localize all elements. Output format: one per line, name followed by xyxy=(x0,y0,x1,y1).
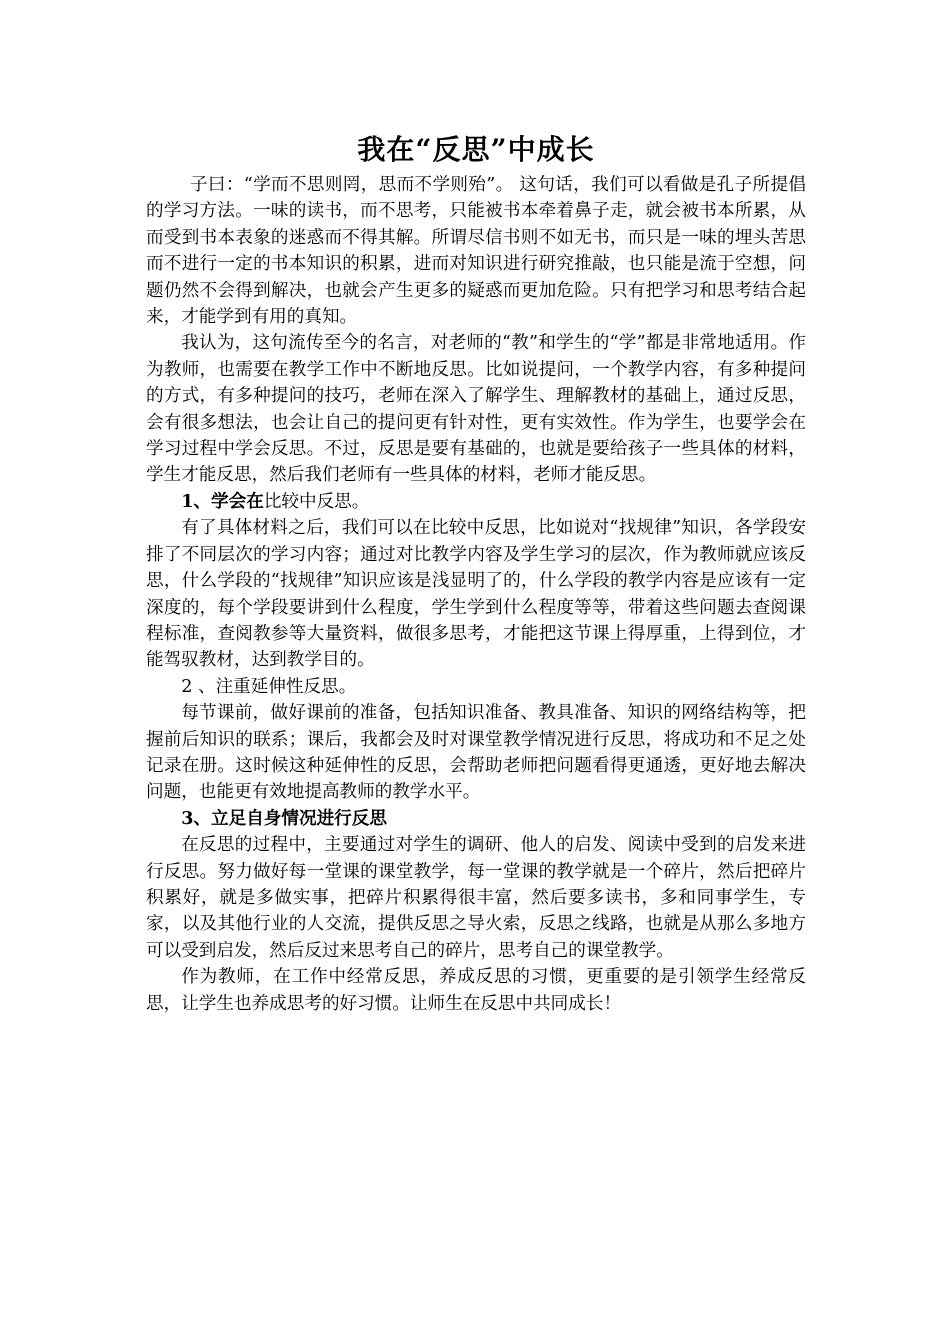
section-2-body: 每节课前，做好课前的准备，包括知识准备、教具准备、知识的网络结构等，把握前后知识的联系；课后，我都会及时对课堂教学情况进行反思，将成功和不足之处记录在册。这时候这种延伸性的反思，会帮助老师把问题看得更通透，更好地去解决问题，也能更有效地提高教师的教学水平。 xyxy=(146,703,806,803)
section-3-body: 在反思的过程中，主要通过对学生的调研、他人的启发、阅读中受到的启发来进行反思。努力做好每一堂课的课堂教学，每一堂课的教学就是一个碎片，然后把碎片积累好，就是多做实事，把碎片积累得很丰富，然后要多读书，多和同事学生，专家，以及其他行业的人交流，提供反思之导火索，反思之线路，也就是从那么多地方可以受到启发，然后反过来思考自己的碎片，思考自己的课堂教学。 xyxy=(146,835,806,961)
intro-paragraph-1: 子曰：“学而不思则罔，思而不学则殆”。 这句话，我们可以看做是孔子所提倡的学习方法。一味的读书，而不思考，只能被书本牵着鼻子走，就会被书本所累，从而受到书本表象的迷惑而不得其解。所谓尽信书则不如无书，而只是一味的埋头苦思而不进行一定的书本知识的积累，进而对知识进行研究推敲，也只能是流于空想，问题仍然不会得到解决，也就会产生更多的疑惑而更加危险。只有把学习和思考结合起来，才能学到有用的真知。 xyxy=(146,175,806,328)
section-1-heading-rest: 比较中反思。 xyxy=(263,491,370,512)
section-3-heading: 3、立足自身情况进行反思 xyxy=(181,807,387,829)
section-1-body: 有了具体材料之后，我们可以在比较中反思，比如说对“找规律”知识，各学段安排了不同层次的学习内容；通过对比教学内容及学生学习的层次，作为教师就应该反思，什么学段的“找规律”知识应该是浅显明了的，什么学段的教学内容是应该有一定深度的，每个学段要讲到什么程度，学生学到什么程度等等，带着这些问题去查阅课程标准，查阅教参等大量资料，做很多思考，才能把这节课上得厚重，上得到位，才能驾驭教材，达到教学目的。 xyxy=(146,518,806,671)
conclusion-paragraph: 作为教师，在工作中经常反思，养成反思的习惯，更重要的是引领学生经常反思，让学生也养成思考的好习惯。让师生在反思中共同成长！ xyxy=(146,967,806,1014)
section-1-heading-bold: 1、学会在 xyxy=(181,490,264,512)
section-2-heading: 2 、注重延伸性反思。 xyxy=(181,676,357,697)
document-title: 我在“反思”中成长 xyxy=(357,133,595,166)
intro-paragraph-2: 我认为，这句流传至今的名言，对老师的“教”和学生的“学”都是非常地适用。作为教师，也需要在教学工作中不断地反思。比如说提问，一个教学内容，有多种提问的方式，有多种提问的技巧，老师在深入了解学生、理解教材的基础上，通过反思，会有很多想法，也会让自己的提问更有针对性，更有实效性。作为学生，也要学会在学习过程中学会反思。不过，反思是要有基础的，也就是要给孩子一些具体的材料，学生才能反思，然后我们老师有一些具体的材料，老师才能反思。 xyxy=(146,333,806,486)
document-page xyxy=(146,130,806,1017)
section-1-heading xyxy=(146,489,806,515)
